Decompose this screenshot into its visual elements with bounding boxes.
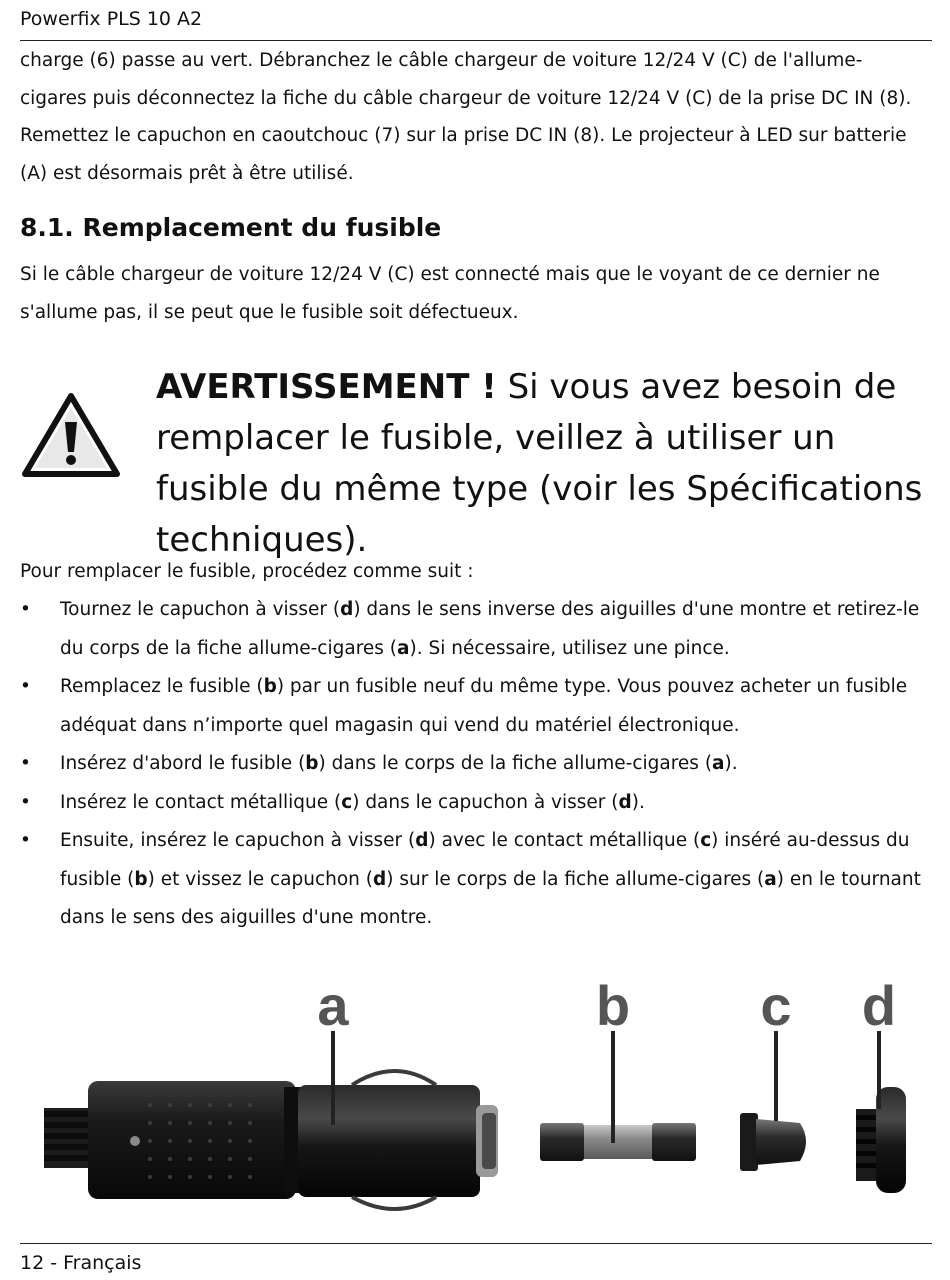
warning-text: [156, 362, 936, 566]
bullet-icon: •: [20, 830, 31, 851]
step-item: [0, 745, 930, 784]
step-text: ) dans le sens inverse des aiguilles d'une montre et retirez-le du corps de la fiche allume-cigares (: [60, 599, 920, 659]
step-part-reference: d: [415, 830, 429, 851]
bullet-icon: •: [20, 791, 31, 813]
bullet-icon: •: [20, 753, 31, 774]
intro-paragraph: charge (6) passe au vert. Débranchez le câble chargeur de voiture 12/24 V (C) de l'allume-cigares puis déconnectez la fiche du câble chargeur de voiture 12/24 V (C) de la prise DC IN (8). Remettez le capuchon en caoutchouc (7) sur la prise DC IN (8). Le projecteur à LED sur batterie (A) est désormais prêt à être utilisé.: [20, 50, 912, 184]
step-text: ) et vissez le capuchon (: [147, 868, 374, 890]
step-part-reference: c: [341, 791, 353, 813]
bullet-icon: •: [20, 599, 31, 620]
step-item: [0, 822, 930, 938]
step-text: ). Si nécessaire, utilisez une pince.: [409, 637, 730, 659]
figure-label-c: c: [760, 975, 792, 1037]
page-footer: 12 - Français: [20, 1252, 142, 1274]
plug-body-a: [44, 1071, 498, 1209]
step-part-reference: d: [373, 868, 387, 890]
step-text: ) sur le corps de la fiche allume-cigares (: [386, 868, 765, 890]
page-header-title: Powerfix PLS 10 A2: [20, 8, 203, 30]
step-part-reference: a: [712, 753, 725, 774]
step-text: ) par un fusible neuf du même type. Vous pouvez acheter un fusible adéquat dans n’importe quel magasin qui vend du matériel électronique.: [60, 676, 908, 736]
step-text: Insérez d'abord le fusible (: [60, 753, 306, 774]
figure-label-d: d: [861, 975, 897, 1037]
step-part-reference: b: [263, 676, 277, 697]
warning-body: Si vous avez besoin de remplacer le fusible, veillez à utiliser un fusible du même type (voir les Spécifications techniques).: [156, 367, 923, 560]
step-part-reference: a: [397, 637, 410, 659]
step-item: [0, 591, 930, 668]
step-text: ).: [724, 753, 738, 774]
step-item: [0, 784, 930, 823]
metal-contact-c: [740, 1113, 806, 1171]
step-text: Insérez le contact métallique (: [60, 791, 342, 813]
step-part-reference: d: [618, 791, 632, 813]
step-text: ) dans le capuchon à visser (: [352, 791, 619, 813]
footer-rule: [20, 1243, 932, 1244]
step-part-reference: b: [305, 753, 319, 774]
step-part-reference: b: [134, 868, 148, 890]
steps-intro: Pour remplacer le fusible, procédez comme suit :: [20, 561, 474, 582]
step-text: Tournez le capuchon à visser (: [60, 599, 341, 620]
figure-label-b: b: [595, 975, 631, 1037]
step-text: ).: [631, 791, 645, 813]
step-text: ) en le tournant dans le sens des aiguilles d'une montre.: [60, 868, 921, 928]
step-item: [0, 668, 930, 745]
glass-fuse-b: [540, 1123, 696, 1161]
step-text: Ensuite, insérez le capuchon à visser (: [60, 830, 416, 851]
step-part-reference: c: [700, 830, 712, 851]
warning-triangle-icon: [22, 392, 120, 478]
step-part-reference: a: [764, 868, 777, 890]
section-paragraph: Si le câble chargeur de voiture 12/24 V (C) est connecté mais que le voyant de ce dernier ne s'allume pas, il se peut que le fusible soit défectueux.: [20, 264, 880, 323]
steps-list: [0, 591, 930, 938]
step-part-reference: d: [340, 599, 354, 620]
step-text: ) dans le corps de la fiche allume-cigares (: [318, 753, 713, 774]
step-text: Remplacez le fusible (: [60, 676, 264, 697]
fuse-replacement-figure: [0, 975, 950, 1235]
bullet-icon: •: [20, 676, 31, 697]
step-text: ) inséré au-dessus du fusible (: [60, 830, 910, 890]
warning-label: AVERTISSEMENT !: [156, 367, 497, 407]
figure-label-a: a: [317, 975, 349, 1037]
step-text: ) avec le contact métallique (: [428, 830, 701, 851]
section-heading: 8.1. Remplacement du fusible: [20, 213, 442, 242]
header-rule: [20, 40, 932, 41]
